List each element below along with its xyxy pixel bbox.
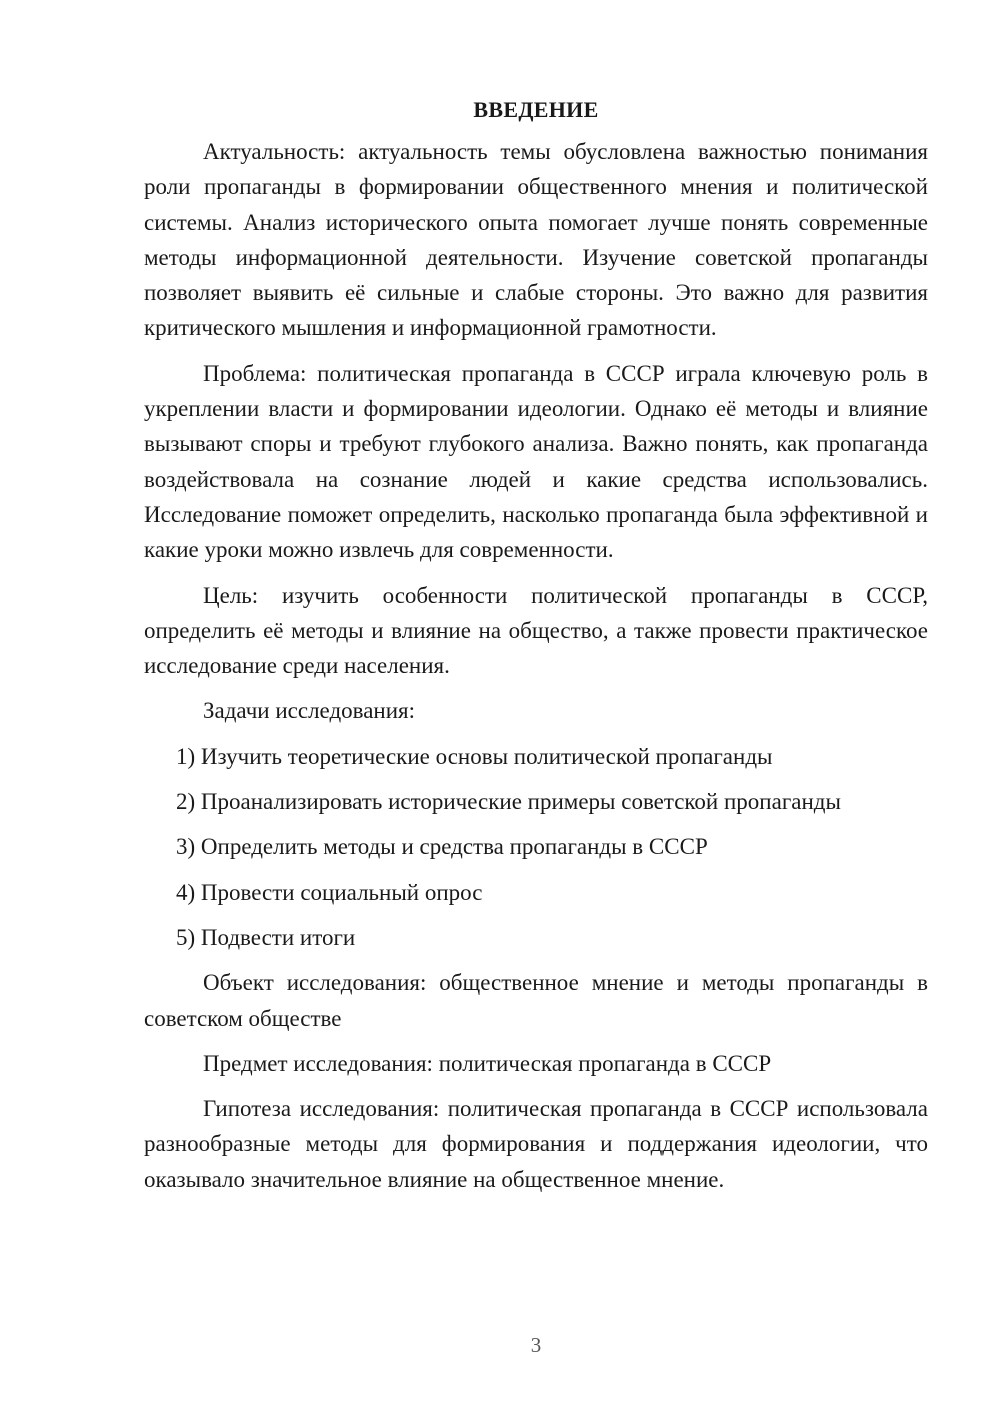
tasks-list	[144, 739, 928, 955]
list-item: 2) Проанализировать исторические примеры советской пропаганды	[176, 789, 841, 815]
list-item: 5) Подвести итоги	[176, 924, 356, 950]
hypothesis-paragraph: Гипотеза исследования: политическая пропаганда в СССР использовала разнообразные методы для формирования и поддержания идеологии, что оказывало значительное влияние на общественное мнение.	[144, 1096, 928, 1192]
problem-paragraph: Проблема: политическая пропаганда в СССР играла ключевую роль в укреплении власти и формировании идеологии. Однако её методы и влияние вызывают споры и требуют глубокого анализа. Важно понять, как пропаганда воздействовала на сознание людей и какие средства использовались. Исследование поможет определить, насколько пропаганда была эффективной и какие уроки можно извлечь для современности.	[144, 360, 928, 563]
relevance-paragraph: Актуальность: актуальность темы обусловлена важностью понимания роли пропаганды в формировании общественного мнения и политической системы. Анализ исторического опыта помогает лучше понять современные методы информационной деятельности. Изучение советской пропаганды позволяет выявить её сильные и слабые стороны. Это важно для развития критического мышления и информационной грамотности.	[144, 139, 928, 341]
page-title: ВВЕДЕНИЕ	[473, 97, 599, 122]
list-item: 4) Провести социальный опрос	[176, 879, 483, 905]
list-item: 3) Определить методы и средства пропаганды в СССР	[176, 834, 708, 860]
page-number: 3	[530, 1333, 542, 1357]
list-item: 1) Изучить теоретические основы политической пропаганды	[176, 743, 773, 769]
object-paragraph: Объект исследования: общественное мнение и методы пропаганды в советском обществе	[144, 970, 928, 1031]
tasks-heading: Задачи исследования:	[203, 698, 416, 724]
subject-paragraph: Предмет исследования: политическая пропаганда в СССР	[203, 1050, 772, 1076]
page-body	[144, 92, 928, 1207]
goal-paragraph: Цель: изучить особенности политической пропаганды в СССР, определить её методы и влияние на общество, а также провести практическое исследование среди населения.	[144, 582, 928, 679]
